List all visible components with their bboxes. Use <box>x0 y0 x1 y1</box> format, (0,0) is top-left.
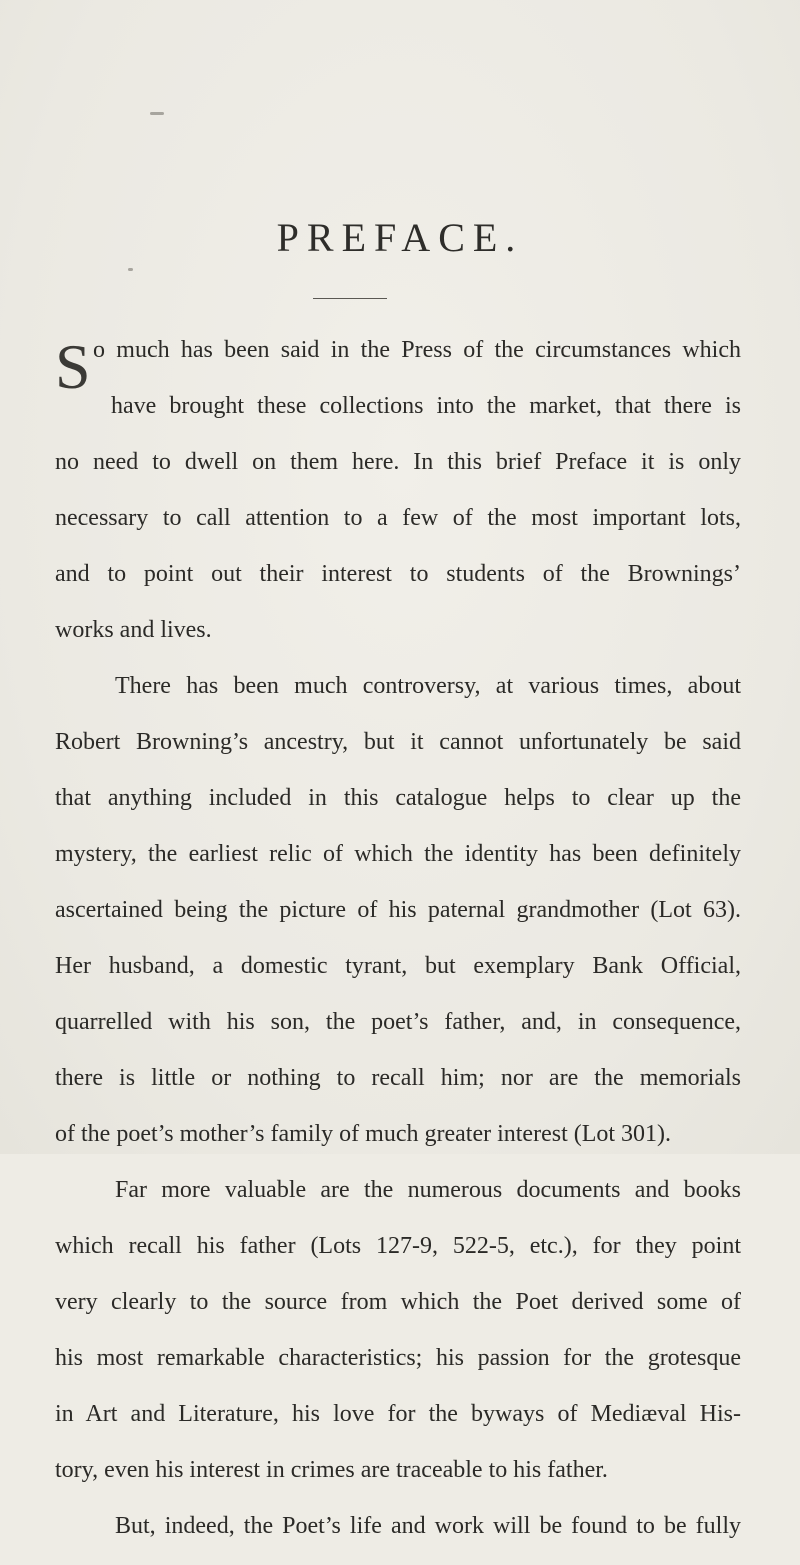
text-line: quarrelled with his son, the poet’s father, and, in consequence, <box>55 1009 741 1035</box>
text-line: Far more valuable are the numerous documents and books <box>115 1177 741 1203</box>
ink-speck <box>150 112 164 115</box>
text-line: ascertained being the picture of his paternal grandmother (Lot 63). <box>55 897 741 923</box>
text-line: Robert Browning’s ancestry, but it cannot unfortunately be said <box>55 729 741 755</box>
page-title: PREFACE. <box>276 215 524 260</box>
text-line: there is little or nothing to recall him; nor are the memorials <box>55 1065 741 1091</box>
paragraph-2 <box>55 669 741 1173</box>
text-line: have brought these collections into the market, that there is <box>111 393 741 419</box>
paragraph-3 <box>55 1173 741 1509</box>
text-line: Her husband, a domestic tyrant, but exemplary Bank Official, <box>55 953 741 979</box>
text-line: of the poet’s mother’s family of much greater interest (Lot 301). <box>55 1121 672 1147</box>
text-line: no need to dwell on them here. In this brief Preface it is only <box>55 449 741 475</box>
text-line: necessary to call attention to a few of the most important lots, <box>55 505 741 531</box>
text-line: works and lives. <box>55 617 212 643</box>
text-line <box>55 333 741 389</box>
text-line: which recall his father (Lots 127-9, 522-5, etc.), for they point <box>55 1233 741 1259</box>
paragraph-1 <box>55 333 741 669</box>
text-line: tory, even his interest in crimes are traceable to his father. <box>55 1457 608 1483</box>
text-line: his most remarkable characteristics; his passion for the grotesque <box>55 1345 741 1371</box>
text-line-content: o much has been said in the Press of the circumstances which <box>93 337 741 363</box>
text-line: There has been much controversy, at various times, about <box>115 673 741 699</box>
text-line: and to point out their interest to students of the Brownings’ <box>55 561 741 587</box>
title-divider <box>313 298 387 299</box>
text-line: very clearly to the source from which the Poet derived some of <box>55 1289 741 1315</box>
ink-speck <box>128 268 133 271</box>
preface-text <box>55 333 741 1565</box>
paragraph-4 <box>55 1509 741 1565</box>
text-line: in Art and Literature, his love for the byways of Mediæval His- <box>55 1401 741 1427</box>
text-line: mystery, the earliest relic of which the identity has been definitely <box>55 841 741 867</box>
text-line: But, indeed, the Poet’s life and work will be found to be fully <box>115 1513 741 1539</box>
drop-cap: S <box>55 333 91 389</box>
text-line: that anything included in this catalogue helps to clear up the <box>55 785 741 811</box>
